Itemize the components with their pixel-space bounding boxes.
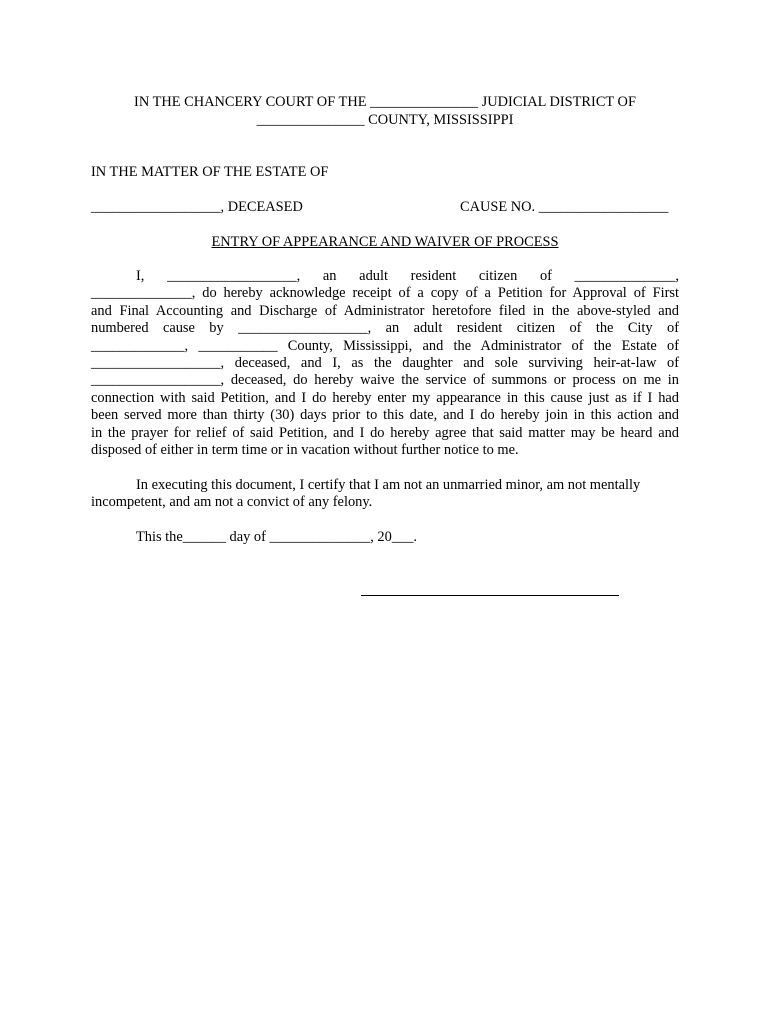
court-header-line-1: IN THE CHANCERY COURT OF THE _______________ JUDICIAL DISTRICT OF [134, 94, 636, 110]
paragraph-line: __________________, deceased, do hereby waive the service of summons or process on me in [91, 372, 679, 389]
acknowledgment-paragraph [91, 268, 679, 459]
paragraph-line: in the prayer for relief of said Petition, and I do hereby agree that said matter may be heard and [91, 424, 679, 441]
document-title: ENTRY OF APPEARANCE AND WAIVER OF PROCESS [211, 234, 559, 250]
paragraph-line: _____________, ___________ County, Mississippi, and the Administrator of the Estate of [91, 337, 679, 354]
deceased-name-line: __________________, DECEASED [91, 199, 303, 215]
paragraph-line: been served more than thirty (30) days prior to this date, and I do hereby join in this action and [91, 407, 679, 424]
paragraph-line: In executing this document, I certify that I am not an unmarried minor, am not mentally [136, 477, 641, 493]
paragraph-line: I, __________________, an adult resident citizen of ______________, [136, 268, 679, 284]
court-header-line-2: _______________ COUNTY, MISSISSIPPI [256, 112, 514, 128]
paragraph-line: __________________, deceased, and I, as the daughter and sole surviving heir-at-law of [91, 354, 679, 371]
paragraph-line: and Final Accounting and Discharge of Administrator heretofore filed in the above-styled and [91, 302, 679, 319]
paragraph-line: disposed of either in term time or in vacation without further notice to me. [91, 441, 519, 458]
signature-line [361, 595, 619, 596]
certification-paragraph [91, 477, 679, 512]
paragraph-line: ______________, do hereby acknowledge receipt of a copy of a Petition for Approval of First [91, 285, 679, 302]
cause-number-line: CAUSE NO. __________________ [460, 199, 669, 215]
estate-matter-title: IN THE MATTER OF THE ESTATE OF [91, 164, 329, 180]
paragraph-line: incompetent, and am not a convict of any felony. [91, 494, 373, 511]
date-line: This the______ day of ______________, 20___. [136, 529, 417, 545]
paragraph-line: numbered cause by __________________, an adult resident citizen of the City of [91, 320, 679, 337]
paragraph-line: connection with said Petition, and I do hereby enter my appearance in this cause just as if I had [91, 389, 679, 406]
